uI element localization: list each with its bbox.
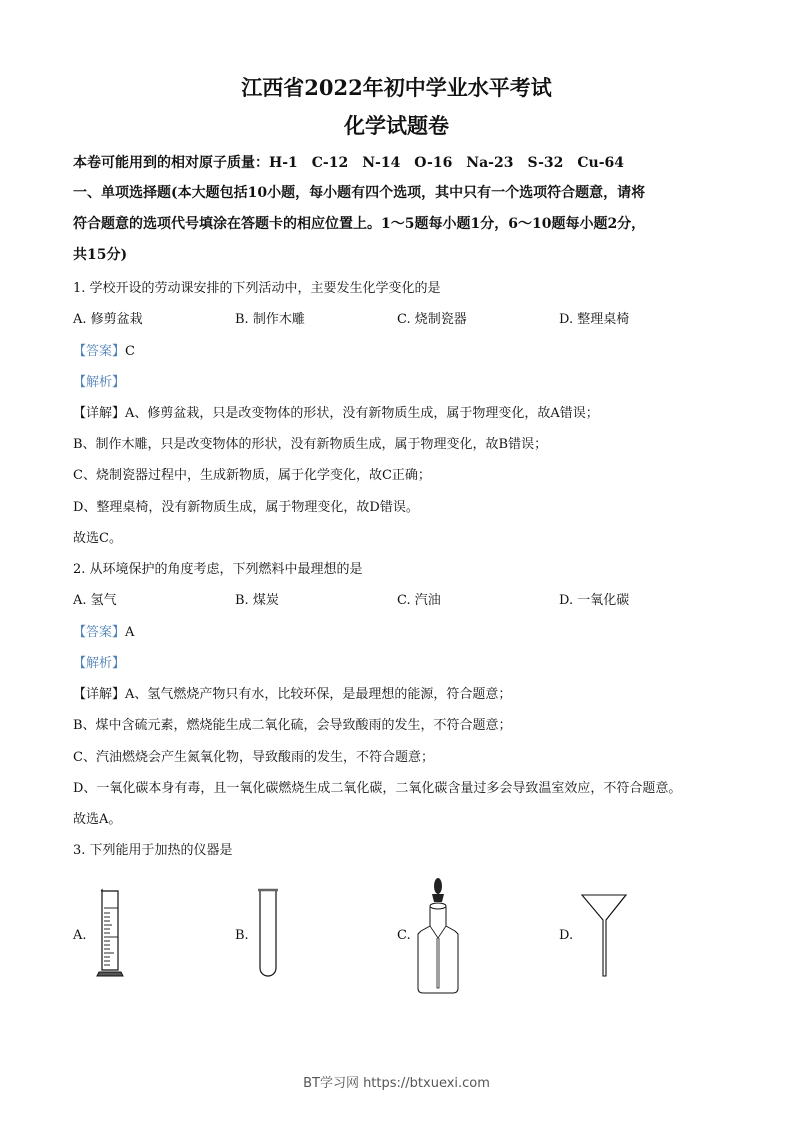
question-2-option-a: A. 氢气	[73, 593, 117, 608]
question-1-answer	[73, 340, 135, 359]
question-2-detail-d: D、一氧化碳本身有毒，且一氧化碳燃烧生成二氧化碳，二氧化碳含量过多会导致温室效应，不符合题意。	[73, 781, 682, 796]
exam-title: 江西省2022年初中学业水平考试	[241, 75, 552, 100]
question-1-analysis-label: 【解析】	[73, 375, 126, 390]
funnel-icon	[580, 892, 630, 980]
question-1-option-a: A. 修剪盆栽	[73, 312, 143, 327]
section-instructions-line2: 符合题意的选项代号填涂在答题卡的相应位置上。1～5题每小题1分，6～10题每小题2分，	[73, 216, 646, 232]
question-1-detail-d: D、整理桌椅，没有新物质生成，属于物理变化，故D错误。	[73, 500, 419, 515]
dropper-bottle-icon	[415, 876, 465, 996]
question-3-option-c: C.	[397, 928, 411, 943]
section-instructions-line1: 一、单项选择题(本大题包括10小题，每小题有四个选项，其中只有一个选项符合题意，请将	[73, 185, 646, 201]
site-watermark: BT学习网 https://btxuexi.com	[303, 1076, 490, 1091]
question-2-detail-a: 【详解】A、氢气燃烧产物只有水，比较环保，是最理想的能源，符合题意；	[73, 687, 512, 702]
answer-value: C	[125, 344, 135, 359]
question-1-option-b: B. 制作木雕	[235, 312, 305, 327]
question-1-option-d: D. 整理桌椅	[559, 312, 630, 327]
question-3-option-a: A.	[73, 928, 87, 943]
question-2-analysis-label: 【解析】	[73, 656, 126, 671]
question-2-answer	[73, 621, 134, 640]
question-2-stem: 2. 从环境保护的角度考虑，下列燃料中最理想的是	[73, 562, 363, 577]
question-1-detail-c: C、烧制瓷器过程中，生成新物质，属于化学变化，故C正确；	[73, 468, 431, 483]
answer-value: A	[125, 625, 135, 640]
section-instructions-line3: 共15分)	[73, 247, 128, 263]
question-3-option-b: B.	[235, 928, 249, 943]
exam-subtitle: 化学试题卷	[344, 113, 449, 138]
atomic-masses: 本卷可能用到的相对原子质量：H-1 C-12 N-14 O-16 Na-23 S-32 Cu-64	[73, 155, 624, 171]
question-2-option-c: C. 汽油	[397, 593, 441, 608]
answer-label: 【答案】	[73, 625, 126, 640]
test-tube-icon	[256, 888, 280, 983]
detail-label: 【详解】	[73, 687, 126, 702]
question-2-conclusion: 故选A。	[73, 812, 122, 827]
question-1-detail-b: B、制作木雕，只是改变物体的形状，没有新物质生成，属于物理变化，故B错误；	[73, 437, 548, 452]
question-2-option-d: D. 一氧化碳	[559, 593, 630, 608]
question-2-option-b: B. 煤炭	[235, 593, 279, 608]
graduated-cylinder-icon	[94, 888, 134, 983]
question-1-stem: 1. 学校开设的劳动课安排的下列活动中，主要发生化学变化的是	[73, 281, 441, 296]
question-3-option-d: D.	[559, 928, 574, 943]
question-1-detail-a: 【详解】A、修剪盆栽，只是改变物体的形状，没有新物质生成，属于物理变化，故A错误；	[73, 406, 599, 421]
question-3-stem: 3. 下列能用于加热的仪器是	[73, 843, 233, 858]
question-1-option-c: C. 烧制瓷器	[397, 312, 467, 327]
question-1-conclusion: 故选C。	[73, 531, 122, 546]
question-2-detail-b: B、煤中含硫元素，燃烧能生成二氧化硫，会导致酸雨的发生，不符合题意；	[73, 718, 512, 733]
answer-label: 【答案】	[73, 344, 126, 359]
question-2-detail-c: C、汽油燃烧会产生氮氧化物，导致酸雨的发生，不符合题意；	[73, 750, 434, 765]
detail-label: 【详解】	[73, 406, 126, 421]
